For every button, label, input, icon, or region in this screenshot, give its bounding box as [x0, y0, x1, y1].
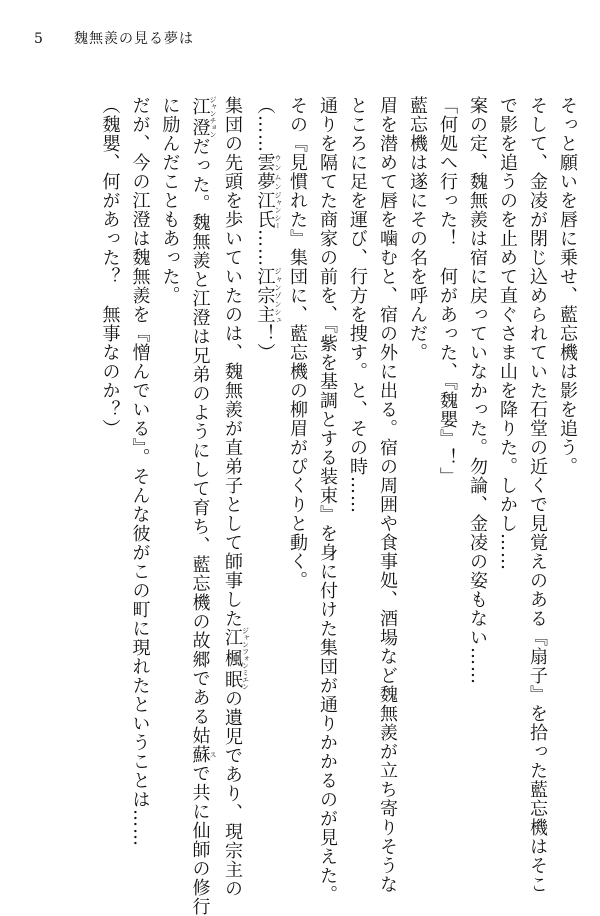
text-line: ところに足を運び、行方を捜す。と、その時…… [347, 96, 368, 514]
text-line-with-ruby [250, 96, 283, 826]
text-segment: （…… [254, 96, 276, 153]
text-line: その『見慣れた』集団に、藍忘機の柳眉がぴくりと動く。 [287, 96, 308, 590]
text-line: で影を追うのを止めて直ぐさま山を降りた。しかし…… [497, 96, 518, 571]
text-segment: 集団の先頭を歩いていたのは、魏無羨が直弟子として師事した [222, 96, 243, 628]
ruby-base: 雲夢 [254, 153, 276, 191]
body-text [42, 96, 582, 916]
page-number: 5 [34, 31, 43, 47]
text-line: （魏嬰、何があった？ 無事なのか？） [99, 96, 121, 438]
ruby-word [254, 191, 282, 229]
ruby-reading: ジャンチョン [209, 96, 217, 138]
text-line: 案の定、魏無羨は宿に戻っていなかった。勿論、金凌の姿もない…… [467, 96, 488, 685]
text-line: 眉を潜めて唇を噛むと、宿の外に出る。宿の周囲や食事処、酒場など魏無羨が立ち寄りそうな [377, 96, 398, 894]
ruby-reading: ウンムン [274, 153, 282, 191]
text-line: だが、今の江澄は魏無羨を『憎んでいる』。そんな彼がこの町に現れたということは…… [129, 96, 151, 847]
text-segment: ！） [254, 324, 276, 362]
text-segment: で共に仙師の修行 [189, 764, 211, 916]
ruby-base: 江楓眠 [222, 627, 243, 690]
text-line: そっと願いを唇に乗せ、藍忘機は影を追う。 [557, 96, 578, 476]
ruby-reading: ス [209, 745, 217, 764]
ruby-word [222, 627, 250, 690]
ruby-reading: ジャンシー [274, 191, 282, 229]
ruby-base: 江氏 [254, 191, 276, 229]
ruby-base: 蘇 [189, 745, 211, 764]
running-title: 魏無羨の見る夢は [74, 31, 194, 47]
ruby-word [189, 745, 217, 764]
text-line-with-ruby [185, 96, 218, 916]
text-line: 「何処へ行った！ 何があった、『魏嬰』！」 [437, 96, 458, 486]
text-line: そして、金凌が閉じ込められていた石堂の近くで見覚えのある『扇子』を拾った藍忘機はそこ [527, 96, 548, 894]
text-segment: だった。魏無羨と江澄は兄弟のようにして育ち、藍忘機の故郷である姑 [189, 137, 211, 745]
ruby-word [254, 153, 282, 191]
ruby-base: 江澄 [189, 96, 211, 138]
text-line: 藍忘機は遂にその名を呼んだ。 [407, 96, 428, 362]
text-segment: の遺児であり、現宗主の [222, 689, 243, 898]
ruby-word [189, 96, 217, 138]
ruby-base: 江宗主 [254, 267, 276, 324]
ruby-reading: ジャンゾンシュ [274, 267, 282, 324]
text-line: 通りを隔てた商家の前を、『紫を基調とする装束』を身に付けた集団が通りかかるのが見えた。 [317, 96, 338, 904]
text-segment: …… [254, 229, 276, 267]
ruby-word [254, 267, 282, 324]
text-line-with-ruby [217, 96, 250, 898]
ruby-reading: ジャンフォンミエン [241, 627, 250, 690]
text-line: に励んだこともあった。 [159, 96, 181, 305]
